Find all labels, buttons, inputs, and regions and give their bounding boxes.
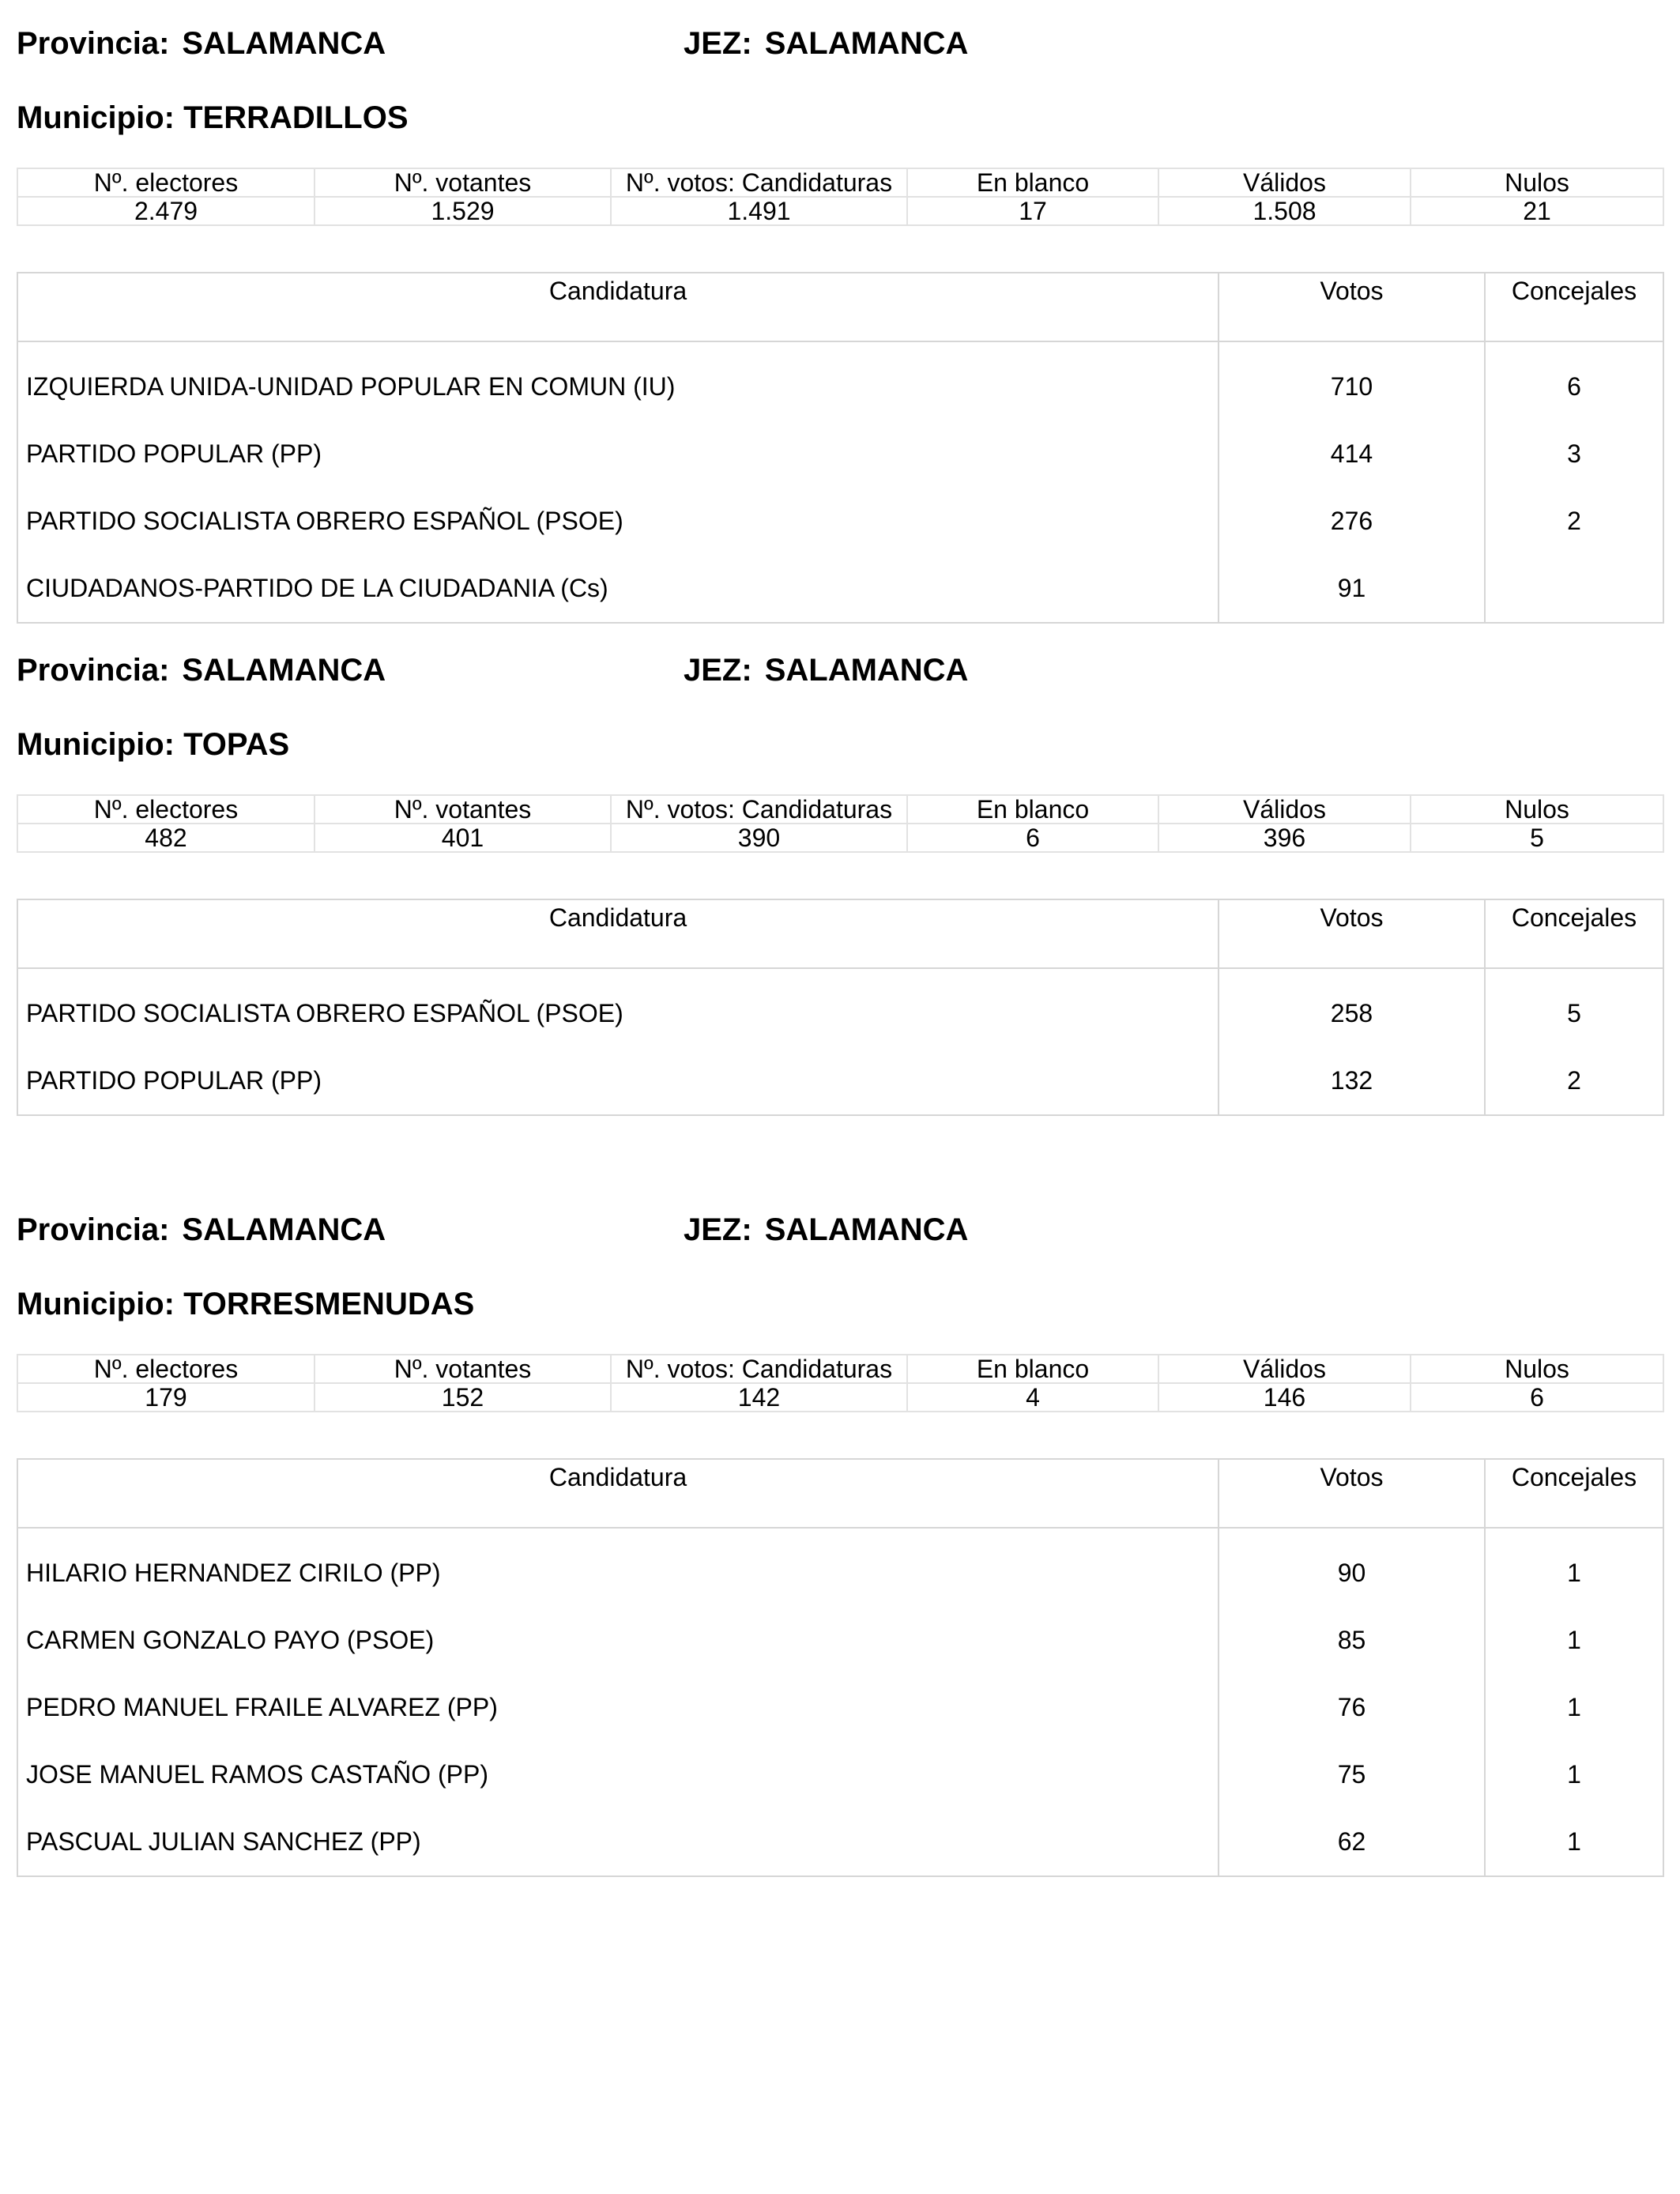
- candidatura-concejales: 3: [1567, 439, 1581, 468]
- candidatura-concejales: 1: [1567, 1827, 1581, 1856]
- municipio-value: TOPAS: [183, 727, 290, 762]
- candidaturas-header-row: [17, 899, 1663, 968]
- candidaturas-table: [17, 272, 1664, 624]
- votantes-value: 152: [315, 1383, 611, 1412]
- candidatura-name: HILARIO HERNANDEZ CIRILO (PP): [17, 1540, 1219, 1607]
- table-row: [17, 1607, 1663, 1674]
- provincia-value: SALAMANCA: [182, 653, 386, 688]
- votos-candidaturas-value: 1.491: [611, 197, 907, 225]
- jez-label: JEZ:: [684, 1212, 752, 1247]
- en-blanco-header: En blanco: [907, 168, 1158, 197]
- votos-header: Votos: [1219, 899, 1485, 968]
- table-row: [17, 980, 1663, 1047]
- spacer-row: [17, 341, 1663, 353]
- nulos-value: 5: [1411, 824, 1663, 852]
- candidatura-votos: 132: [1219, 1047, 1485, 1115]
- municipio-label: Municipio:: [17, 100, 175, 135]
- candidatura-concejales: 1: [1567, 1693, 1581, 1721]
- concejales-header: Concejales: [1485, 899, 1663, 968]
- municipio-heading: [17, 100, 409, 136]
- candidatura-name: CARMEN GONZALO PAYO (PSOE): [17, 1607, 1219, 1674]
- jez-heading: [684, 653, 968, 688]
- validos-header: Válidos: [1158, 1355, 1411, 1383]
- votos-header: Votos: [1219, 1459, 1485, 1528]
- electores-header: Nº. electores: [17, 1355, 315, 1383]
- provincia-heading: [17, 653, 386, 688]
- table-row: [17, 1540, 1663, 1607]
- table-row: [17, 1674, 1663, 1741]
- candidatura-name: IZQUIERDA UNIDA-UNIDAD POPULAR EN COMUN (IU): [17, 353, 1219, 420]
- candidatura-name: PARTIDO SOCIALISTA OBRERO ESPAÑOL (PSOE): [17, 488, 1219, 555]
- provincia-label: Provincia:: [17, 1212, 170, 1247]
- candidatura-votos: 85: [1219, 1607, 1485, 1674]
- summary-value-row: [17, 824, 1663, 852]
- candidatura-votos: 414: [1219, 420, 1485, 488]
- summary-value-row: [17, 197, 1663, 225]
- validos-header: Válidos: [1158, 795, 1411, 824]
- municipio-heading: [17, 1287, 474, 1322]
- en-blanco-value: 6: [907, 824, 1158, 852]
- candidatura-name: PARTIDO POPULAR (PP): [17, 420, 1219, 488]
- candidatura-name: PEDRO MANUEL FRAILE ALVAREZ (PP): [17, 1674, 1219, 1741]
- candidatura-concejales: 1: [1567, 1626, 1581, 1654]
- table-row: [17, 555, 1663, 623]
- candidatura-concejales: 2: [1567, 507, 1581, 535]
- candidatura-header: Candidatura: [17, 273, 1219, 341]
- provincia-value: SALAMANCA: [182, 26, 386, 61]
- en-blanco-header: En blanco: [907, 1355, 1158, 1383]
- candidatura-votos: 62: [1219, 1808, 1485, 1876]
- candidaturas-table: [17, 899, 1664, 1116]
- table-row: [17, 488, 1663, 555]
- candidatura-votos: 91: [1219, 555, 1485, 623]
- candidatura-concejales: 1: [1567, 1559, 1581, 1587]
- jez-value: SALAMANCA: [764, 26, 969, 61]
- votos-candidaturas-header: Nº. votos: Candidaturas: [611, 795, 907, 824]
- votantes-header: Nº. votantes: [315, 1355, 611, 1383]
- table-row: [17, 1741, 1663, 1808]
- summary-table: [17, 1354, 1664, 1412]
- candidatura-name: CIUDADANOS-PARTIDO DE LA CIUDADANIA (Cs): [17, 555, 1219, 623]
- candidaturas-header-row: [17, 273, 1663, 341]
- candidatura-header: Candidatura: [17, 1459, 1219, 1528]
- nulos-value: 21: [1411, 197, 1663, 225]
- summary-header-row: [17, 1355, 1663, 1383]
- electores-value: 179: [17, 1383, 315, 1412]
- electores-header: Nº. electores: [17, 795, 315, 824]
- jez-heading: [684, 26, 968, 62]
- provincia-heading: [17, 1212, 386, 1248]
- candidatura-concejales: 5: [1567, 999, 1581, 1027]
- jez-value: SALAMANCA: [764, 653, 969, 688]
- provincia-heading: [17, 26, 386, 62]
- table-row: [17, 1808, 1663, 1876]
- nulos-header: Nulos: [1411, 168, 1663, 197]
- votantes-value: 401: [315, 824, 611, 852]
- provincia-label: Provincia:: [17, 26, 170, 61]
- municipio-label: Municipio:: [17, 727, 175, 762]
- table-row: [17, 1047, 1663, 1115]
- candidatura-concejales: 1: [1567, 1760, 1581, 1789]
- votantes-value: 1.529: [315, 197, 611, 225]
- spacer-row: [17, 968, 1663, 980]
- candidaturas-table: [17, 1458, 1664, 1877]
- candidatura-concejales: [1485, 555, 1663, 623]
- municipio-value: TERRADILLOS: [183, 100, 409, 135]
- table-row: [17, 353, 1663, 420]
- summary-header-row: [17, 795, 1663, 824]
- nulos-header: Nulos: [1411, 795, 1663, 824]
- candidatura-name: PARTIDO SOCIALISTA OBRERO ESPAÑOL (PSOE): [17, 980, 1219, 1047]
- electores-value: 2.479: [17, 197, 315, 225]
- concejales-header: Concejales: [1485, 273, 1663, 341]
- candidatura-name: PARTIDO POPULAR (PP): [17, 1047, 1219, 1115]
- votos-candidaturas-value: 142: [611, 1383, 907, 1412]
- spacer-row: [17, 1528, 1663, 1540]
- en-blanco-value: 4: [907, 1383, 1158, 1412]
- votos-candidaturas-value: 390: [611, 824, 907, 852]
- candidatura-header: Candidatura: [17, 899, 1219, 968]
- votos-header: Votos: [1219, 273, 1485, 341]
- candidatura-votos: 76: [1219, 1674, 1485, 1741]
- municipio-value: TORRESMENUDAS: [183, 1287, 475, 1321]
- provincia-label: Provincia:: [17, 653, 170, 688]
- candidaturas-header-row: [17, 1459, 1663, 1528]
- jez-label: JEZ:: [684, 26, 752, 61]
- municipio-label: Municipio:: [17, 1287, 175, 1321]
- table-row: [17, 420, 1663, 488]
- jez-heading: [684, 1212, 968, 1248]
- validos-value: 146: [1158, 1383, 1411, 1412]
- candidatura-concejales: 6: [1567, 372, 1581, 401]
- concejales-header: Concejales: [1485, 1459, 1663, 1528]
- candidatura-votos: 75: [1219, 1741, 1485, 1808]
- nulos-value: 6: [1411, 1383, 1663, 1412]
- summary-table: [17, 168, 1664, 226]
- candidatura-concejales: 2: [1567, 1066, 1581, 1095]
- summary-table: [17, 794, 1664, 853]
- candidatura-name: PASCUAL JULIAN SANCHEZ (PP): [17, 1808, 1219, 1876]
- votantes-header: Nº. votantes: [315, 795, 611, 824]
- provincia-value: SALAMANCA: [182, 1212, 386, 1247]
- votos-candidaturas-header: Nº. votos: Candidaturas: [611, 1355, 907, 1383]
- votos-candidaturas-header: Nº. votos: Candidaturas: [611, 168, 907, 197]
- electores-value: 482: [17, 824, 315, 852]
- nulos-header: Nulos: [1411, 1355, 1663, 1383]
- en-blanco-header: En blanco: [907, 795, 1158, 824]
- validos-value: 396: [1158, 824, 1411, 852]
- municipio-heading: [17, 727, 289, 763]
- candidatura-votos: 276: [1219, 488, 1485, 555]
- jez-label: JEZ:: [684, 653, 752, 688]
- candidatura-votos: 710: [1219, 353, 1485, 420]
- summary-value-row: [17, 1383, 1663, 1412]
- validos-value: 1.508: [1158, 197, 1411, 225]
- summary-header-row: [17, 168, 1663, 197]
- votantes-header: Nº. votantes: [315, 168, 611, 197]
- electores-header: Nº. electores: [17, 168, 315, 197]
- jez-value: SALAMANCA: [764, 1212, 969, 1247]
- candidatura-votos: 258: [1219, 980, 1485, 1047]
- validos-header: Válidos: [1158, 168, 1411, 197]
- candidatura-votos: 90: [1219, 1540, 1485, 1607]
- candidatura-name: JOSE MANUEL RAMOS CASTAÑO (PP): [17, 1741, 1219, 1808]
- en-blanco-value: 17: [907, 197, 1158, 225]
